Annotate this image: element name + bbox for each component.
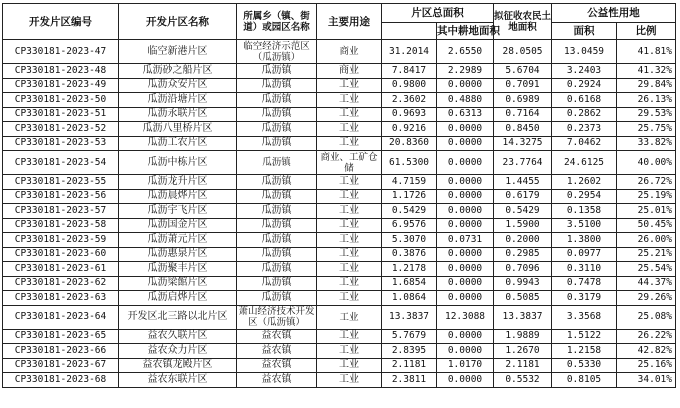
cell-code: CP330181-2023-52: [3, 122, 119, 137]
header-public-ratio: 比例: [617, 23, 676, 40]
cell-collect-area: 0.6989: [494, 93, 552, 108]
table-row: [3, 40, 676, 64]
cell-code: CP330181-2023-67: [3, 358, 119, 373]
cell-code: CP330181-2023-47: [3, 40, 119, 64]
cell-collect-area: 1.4455: [494, 175, 552, 190]
header-collect-area: 拟征收农民土地面积: [494, 4, 552, 40]
cell-arable-area: 0.0000: [437, 373, 494, 388]
cell-public-ratio: 34.01%: [617, 373, 676, 388]
cell-use: 工业: [317, 204, 382, 219]
cell-public-area: 0.8105: [552, 373, 617, 388]
cell-total-area: 2.1181: [382, 358, 437, 373]
cell-town: 萧山经济技术开发区（瓜沥镇）: [238, 306, 315, 328]
cell-public-area: 3.5100: [552, 218, 617, 233]
table-row: [3, 247, 676, 262]
cell-arable-area: 12.3088: [437, 305, 494, 329]
cell-use: 商业、工矿仓储: [317, 151, 382, 175]
cell-arable-area: 0.0000: [437, 136, 494, 151]
cell-code: CP330181-2023-65: [3, 329, 119, 344]
cell-arable-area: 2.6550: [437, 40, 494, 64]
cell-town: 瓜沥镇: [237, 204, 317, 219]
cell-use: 工业: [317, 247, 382, 262]
cell-name: 瓜沥沿塘片区: [119, 93, 237, 108]
cell-public-area: 24.6125: [552, 151, 617, 175]
cell-name: 瓜沥聚丰片区: [119, 262, 237, 277]
cell-name: 益农久联片区: [119, 329, 237, 344]
cell-code: CP330181-2023-57: [3, 204, 119, 219]
cell-use: 商业: [317, 64, 382, 79]
cell-town: 益农镇: [237, 358, 317, 373]
cell-use: 工业: [317, 291, 382, 306]
cell-arable-area: 0.0000: [437, 291, 494, 306]
cell-public-area: 0.7478: [552, 276, 617, 291]
cell-arable-area: 0.0731: [437, 233, 494, 248]
cell-public-area: 1.5122: [552, 329, 617, 344]
cell-name: 瓜沥惠泉片区: [119, 247, 237, 262]
table-row: [3, 189, 676, 204]
cell-code: CP330181-2023-51: [3, 107, 119, 122]
cell-public-ratio: 40.00%: [617, 151, 676, 175]
cell-public-area: 1.2602: [552, 175, 617, 190]
cell-use: 商业: [317, 40, 382, 64]
cell-collect-area: 0.9943: [494, 276, 552, 291]
cell-public-area: 3.3568: [552, 305, 617, 329]
cell-name: 瓜沥砂之船片区: [119, 64, 237, 79]
cell-name: 瓜沥晨烨片区: [119, 189, 237, 204]
cell-use: 工业: [317, 136, 382, 151]
table-row: [3, 329, 676, 344]
cell-arable-area: 0.0000: [437, 262, 494, 277]
header-code: 开发片区编号: [3, 4, 119, 40]
cell-collect-area: 0.8450: [494, 122, 552, 137]
cell-use: 工业: [317, 373, 382, 388]
cell-name: 瓜沥龙升片区: [119, 175, 237, 190]
cell-town: 瓜沥镇: [237, 122, 317, 137]
cell-use: 工业: [317, 276, 382, 291]
cell-total-area: 61.5300: [382, 151, 437, 175]
cell-town: 瓜沥镇: [237, 151, 317, 175]
table-row: [3, 151, 676, 175]
cell-public-area: 0.2862: [552, 107, 617, 122]
table-row: [3, 175, 676, 190]
table-row: [3, 218, 676, 233]
cell-use: 工业: [317, 78, 382, 93]
cell-public-ratio: 29.53%: [617, 107, 676, 122]
cell-code: CP330181-2023-68: [3, 373, 119, 388]
cell-name: 瓜沥八里桥片区: [119, 122, 237, 137]
cell-total-area: 1.2178: [382, 262, 437, 277]
cell-collect-area: 0.6179: [494, 189, 552, 204]
cell-collect-area: 0.5085: [494, 291, 552, 306]
cell-arable-area: 0.0000: [437, 329, 494, 344]
cell-public-ratio: 25.08%: [617, 305, 676, 329]
cell-town: 临空经济示范区（瓜沥镇）: [237, 40, 317, 64]
cell-town: 瓜沥镇: [237, 233, 317, 248]
cell-arable-area: 0.0000: [437, 247, 494, 262]
cell-collect-area: 2.1181: [494, 358, 552, 373]
cell-total-area: 20.8360: [382, 136, 437, 151]
header-arable: 其中耕地面积: [437, 23, 494, 40]
cell-public-area: 0.2373: [552, 122, 617, 137]
table-row: [3, 373, 676, 388]
cell-public-area: 3.2403: [552, 64, 617, 79]
table-row: [3, 122, 676, 137]
cell-name: 瓜沥国金片区: [119, 218, 237, 233]
cell-code: CP330181-2023-60: [3, 247, 119, 262]
table-row: [3, 204, 676, 219]
cell-public-area: 0.0977: [552, 247, 617, 262]
cell-public-ratio: 44.37%: [617, 276, 676, 291]
cell-collect-area: 0.5532: [494, 373, 552, 388]
cell-code: CP330181-2023-66: [3, 344, 119, 359]
cell-total-area: 4.7159: [382, 175, 437, 190]
cell-public-ratio: 25.21%: [617, 247, 676, 262]
table-row: [3, 93, 676, 108]
cell-arable-area: 0.0000: [437, 122, 494, 137]
table-row: [3, 64, 676, 79]
cell-arable-area: 0.0000: [437, 218, 494, 233]
cell-arable-area: 0.0000: [437, 151, 494, 175]
header-total-area: 片区总面积: [382, 4, 494, 23]
cell-town: 瓜沥镇: [237, 93, 317, 108]
cell-total-area: 0.9800: [382, 78, 437, 93]
cell-arable-area: 0.0000: [437, 78, 494, 93]
cell-name: 益农镇龙殿片区: [119, 358, 237, 373]
cell-use: 工业: [317, 329, 382, 344]
cell-public-ratio: 50.45%: [617, 218, 676, 233]
table-row: [3, 358, 676, 373]
cell-total-area: 5.7679: [382, 329, 437, 344]
cell-code: CP330181-2023-48: [3, 64, 119, 79]
cell-arable-area: 0.0000: [437, 344, 494, 359]
cell-total-area: 2.8395: [382, 344, 437, 359]
table-row: [3, 107, 676, 122]
cell-public-ratio: 29.26%: [617, 291, 676, 306]
cell-total-area: 1.0864: [382, 291, 437, 306]
header-total-sub: [382, 23, 437, 40]
cell-collect-area: 5.6704: [494, 64, 552, 79]
header-use: 主要用途: [317, 4, 382, 40]
cell-code: CP330181-2023-53: [3, 136, 119, 151]
cell-town: 瓜沥镇: [237, 218, 317, 233]
cell-total-area: 0.9693: [382, 107, 437, 122]
table-row: [3, 233, 676, 248]
cell-town: 瓜沥镇: [237, 189, 317, 204]
cell-use: 工业: [317, 305, 382, 329]
cell-code: CP330181-2023-54: [3, 151, 119, 175]
cell-arable-area: 0.0000: [437, 204, 494, 219]
cell-town: 瓜沥镇: [237, 78, 317, 93]
cell-use: 工业: [317, 358, 382, 373]
cell-code: CP330181-2023-61: [3, 262, 119, 277]
cell-public-area: 0.6168: [552, 93, 617, 108]
table-row: [3, 291, 676, 306]
cell-total-area: 0.3876: [382, 247, 437, 262]
cell-public-area: 0.2924: [552, 78, 617, 93]
cell-public-area: 13.0459: [552, 40, 617, 64]
cell-town: 瓜沥镇: [237, 136, 317, 151]
cell-collect-area: 0.7091: [494, 78, 552, 93]
cell-public-area: 7.0462: [552, 136, 617, 151]
cell-use: 工业: [317, 218, 382, 233]
cell-total-area: 0.9216: [382, 122, 437, 137]
cell-total-area: 31.2014: [382, 40, 437, 64]
cell-use: 工业: [317, 93, 382, 108]
cell-public-area: 0.3179: [552, 291, 617, 306]
header-public-land: 公益性用地: [552, 4, 676, 23]
cell-public-ratio: 26.13%: [617, 93, 676, 108]
cell-town: 瓜沥镇: [237, 247, 317, 262]
table-body: [3, 40, 676, 388]
cell-name: 临空新港片区: [119, 40, 237, 64]
cell-public-ratio: 25.75%: [617, 122, 676, 137]
cell-name: 瓜沥众安片区: [119, 78, 237, 93]
cell-use: 工业: [317, 344, 382, 359]
cell-name: 开发区北三路以北片区: [119, 305, 237, 329]
cell-code: CP330181-2023-62: [3, 276, 119, 291]
cell-public-ratio: 25.19%: [617, 189, 676, 204]
cell-collect-area: 23.7764: [494, 151, 552, 175]
header-public-area: 面积: [552, 23, 617, 40]
table-row: [3, 305, 676, 329]
cell-arable-area: 0.6313: [437, 107, 494, 122]
cell-arable-area: 1.0170: [437, 358, 494, 373]
cell-town: 益农镇: [237, 344, 317, 359]
cell-public-area: 0.2954: [552, 189, 617, 204]
cell-public-ratio: 41.81%: [617, 40, 676, 64]
cell-arable-area: 0.0000: [437, 276, 494, 291]
cell-code: CP330181-2023-59: [3, 233, 119, 248]
cell-arable-area: 0.4880: [437, 93, 494, 108]
cell-public-ratio: 26.22%: [617, 329, 676, 344]
cell-arable-area: 0.0000: [437, 175, 494, 190]
cell-name: 瓜沥萧元片区: [119, 233, 237, 248]
cell-arable-area: 0.0000: [437, 189, 494, 204]
cell-town: 瓜沥镇: [237, 175, 317, 190]
cell-town: 瓜沥镇: [237, 262, 317, 277]
cell-town: 瓜沥镇: [237, 276, 317, 291]
cell-public-area: 1.3800: [552, 233, 617, 248]
cell-town: 益农镇: [237, 329, 317, 344]
cell-code: CP330181-2023-49: [3, 78, 119, 93]
cell-total-area: 1.1726: [382, 189, 437, 204]
cell-public-ratio: 26.72%: [617, 175, 676, 190]
cell-collect-area: 1.5900: [494, 218, 552, 233]
table-row: [3, 262, 676, 277]
cell-public-ratio: 25.16%: [617, 358, 676, 373]
cell-use: 工业: [317, 107, 382, 122]
table-row: [3, 136, 676, 151]
cell-total-area: 13.3837: [382, 305, 437, 329]
cell-use: 工业: [317, 189, 382, 204]
cell-name: 益农东联片区: [119, 373, 237, 388]
cell-code: CP330181-2023-63: [3, 291, 119, 306]
table-row: [3, 276, 676, 291]
cell-name: 瓜沥永联片区: [119, 107, 237, 122]
table-row: [3, 78, 676, 93]
cell-collect-area: 0.5429: [494, 204, 552, 219]
cell-code: CP330181-2023-50: [3, 93, 119, 108]
cell-collect-area: 0.7096: [494, 262, 552, 277]
cell-name: 瓜沥工农片区: [119, 136, 237, 151]
land-area-table: [2, 3, 676, 388]
cell-public-ratio: 41.32%: [617, 64, 676, 79]
cell-public-area: 0.3110: [552, 262, 617, 277]
cell-collect-area: 13.3837: [494, 305, 552, 329]
cell-use: 工业: [317, 175, 382, 190]
cell-town: 瓜沥镇: [237, 64, 317, 79]
cell-name: 瓜沥梁館片区: [119, 276, 237, 291]
cell-collect-area: 1.2670: [494, 344, 552, 359]
cell-collect-area: 0.2000: [494, 233, 552, 248]
cell-arable-area: 2.2989: [437, 64, 494, 79]
cell-total-area: 7.8417: [382, 64, 437, 79]
cell-use: 工业: [317, 233, 382, 248]
cell-collect-area: 0.7164: [494, 107, 552, 122]
cell-collect-area: 1.9889: [494, 329, 552, 344]
cell-total-area: 0.5429: [382, 204, 437, 219]
header-town: 所属乡（镇、街道）或园区名称: [237, 4, 317, 40]
cell-public-ratio: 33.82%: [617, 136, 676, 151]
header-name: 开发片区名称: [119, 4, 237, 40]
cell-public-ratio: 25.01%: [617, 204, 676, 219]
cell-name: 瓜沥宇飞片区: [119, 204, 237, 219]
cell-town: 瓜沥镇: [237, 291, 317, 306]
cell-public-ratio: 29.84%: [617, 78, 676, 93]
cell-collect-area: 28.0505: [494, 40, 552, 64]
table-row: [3, 344, 676, 359]
cell-code: CP330181-2023-56: [3, 189, 119, 204]
cell-total-area: 2.3602: [382, 93, 437, 108]
cell-public-ratio: 26.00%: [617, 233, 676, 248]
cell-total-area: 6.9576: [382, 218, 437, 233]
cell-collect-area: 0.2985: [494, 247, 552, 262]
table-container: [2, 3, 676, 388]
cell-name: 瓜沥中栋片区: [119, 151, 237, 175]
cell-collect-area: 14.3275: [494, 136, 552, 151]
cell-public-area: 0.1358: [552, 204, 617, 219]
cell-public-ratio: 42.82%: [617, 344, 676, 359]
cell-total-area: 1.6854: [382, 276, 437, 291]
cell-use: 工业: [317, 122, 382, 137]
cell-name: 瓜沥启烨片区: [119, 291, 237, 306]
cell-code: CP330181-2023-58: [3, 218, 119, 233]
cell-public-ratio: 25.54%: [617, 262, 676, 277]
cell-name: 益农众力片区: [119, 344, 237, 359]
cell-total-area: 2.3811: [382, 373, 437, 388]
cell-code: CP330181-2023-64: [3, 305, 119, 329]
cell-code: CP330181-2023-55: [3, 175, 119, 190]
cell-public-area: 0.5330: [552, 358, 617, 373]
cell-use: 工业: [317, 262, 382, 277]
cell-town: 瓜沥镇: [237, 107, 317, 122]
cell-public-area: 1.2158: [552, 344, 617, 359]
cell-town: 益农镇: [237, 373, 317, 388]
cell-total-area: 5.3070: [382, 233, 437, 248]
